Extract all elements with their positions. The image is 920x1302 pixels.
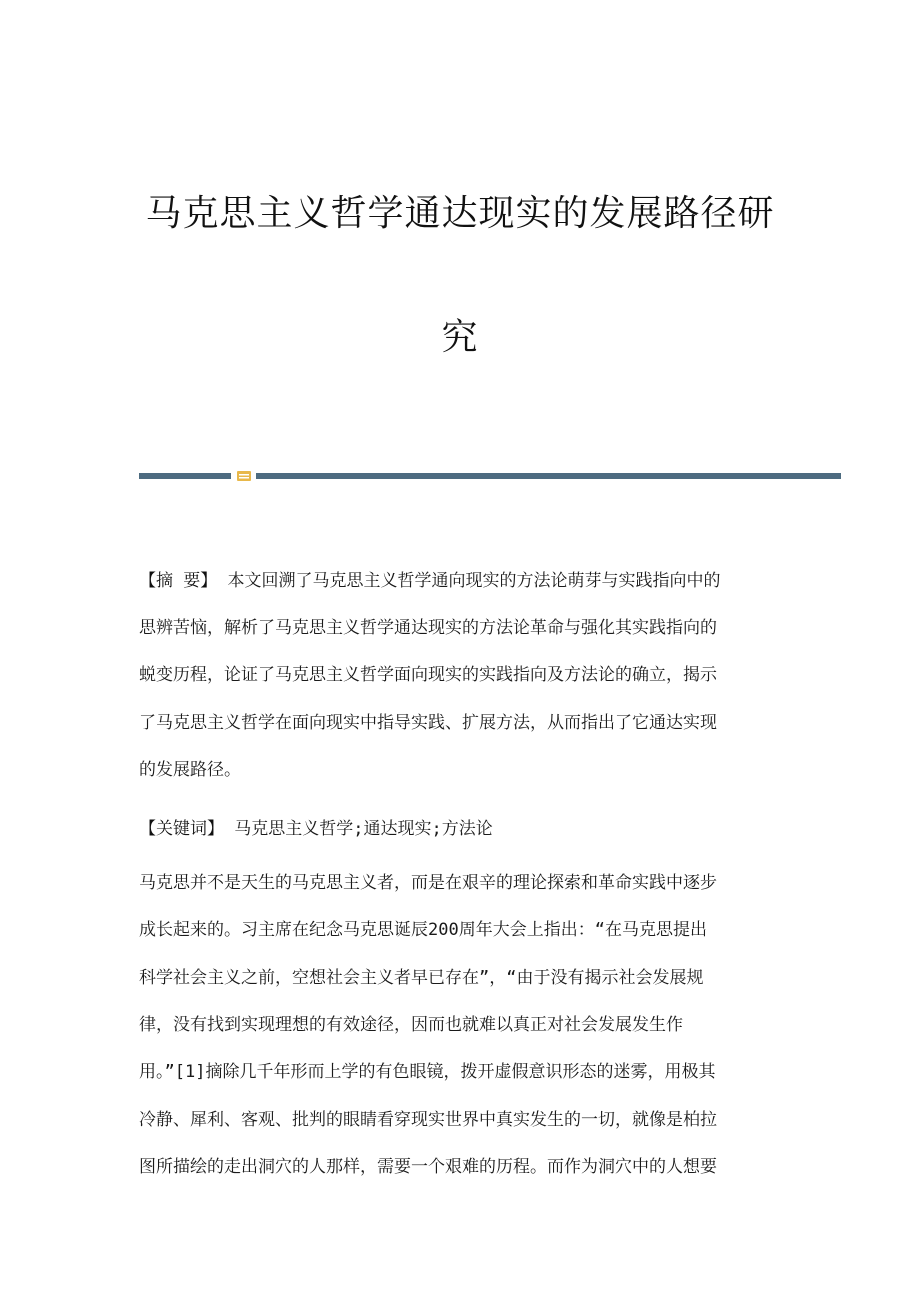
body-line-1: 马克思并不是天生的马克思主义者，而是在艰辛的理论探索和革命实践中逐步	[139, 873, 717, 893]
document-title-line-1: 马克思主义哲学通达现实的发展路径研	[145, 193, 775, 234]
body-line-3: 科学社会主义之前，空想社会主义者早已存在”，“由于没有揭示社会发展规	[139, 968, 704, 988]
divider-marker-icon	[237, 471, 251, 481]
document-title-line-2: 究	[441, 317, 479, 358]
keywords-text: 马克思主义哲学;通达现实;方法论	[224, 819, 493, 839]
body-line-6: 冷静、犀利、客观、批判的眼睛看穿现实世界中真实发生的一切，就像是柏拉	[139, 1110, 717, 1130]
abstract-line-3: 蜕变历程，论证了马克思主义哲学面向现实的实践指向及方法论的确立，揭示	[139, 665, 717, 685]
body-line-4: 律，没有找到实现理想的有效途径，因而也就难以真正对社会发展发生作	[139, 1015, 683, 1035]
keywords-label: 【关键词】	[139, 819, 224, 839]
abstract-line-1	[139, 570, 799, 592]
abstract-line-2: 思辨苦恼，解析了马克思主义哲学通达现实的方法论革命与强化其实践指向的	[139, 618, 717, 638]
divider-bar-left	[139, 473, 231, 479]
divider-bar-right	[256, 473, 841, 479]
abstract-line-4: 了马克思主义哲学在面向现实中指导实践、扩展方法，从而指出了它通达实现	[139, 713, 717, 733]
abstract-line-5: 的发展路径。	[139, 760, 241, 780]
title-divider	[139, 471, 841, 481]
abstract-text-1: 本文回溯了马克思主义哲学通向现实的方法论萌芽与实践指向中的	[217, 571, 721, 591]
keywords-line	[139, 818, 799, 840]
body-line-2: 成长起来的。习主席在纪念马克思诞辰200周年大会上指出：“在马克思提出	[139, 920, 707, 940]
body-line-5: 用。”[1]摘除几千年形而上学的有色眼镜，拨开虚假意识形态的迷雾，用极其	[139, 1062, 716, 1082]
abstract-label: 【摘 要】	[139, 571, 218, 591]
body-line-7: 图所描绘的走出洞穴的人那样，需要一个艰难的历程。而作为洞穴中的人想要	[139, 1157, 717, 1177]
